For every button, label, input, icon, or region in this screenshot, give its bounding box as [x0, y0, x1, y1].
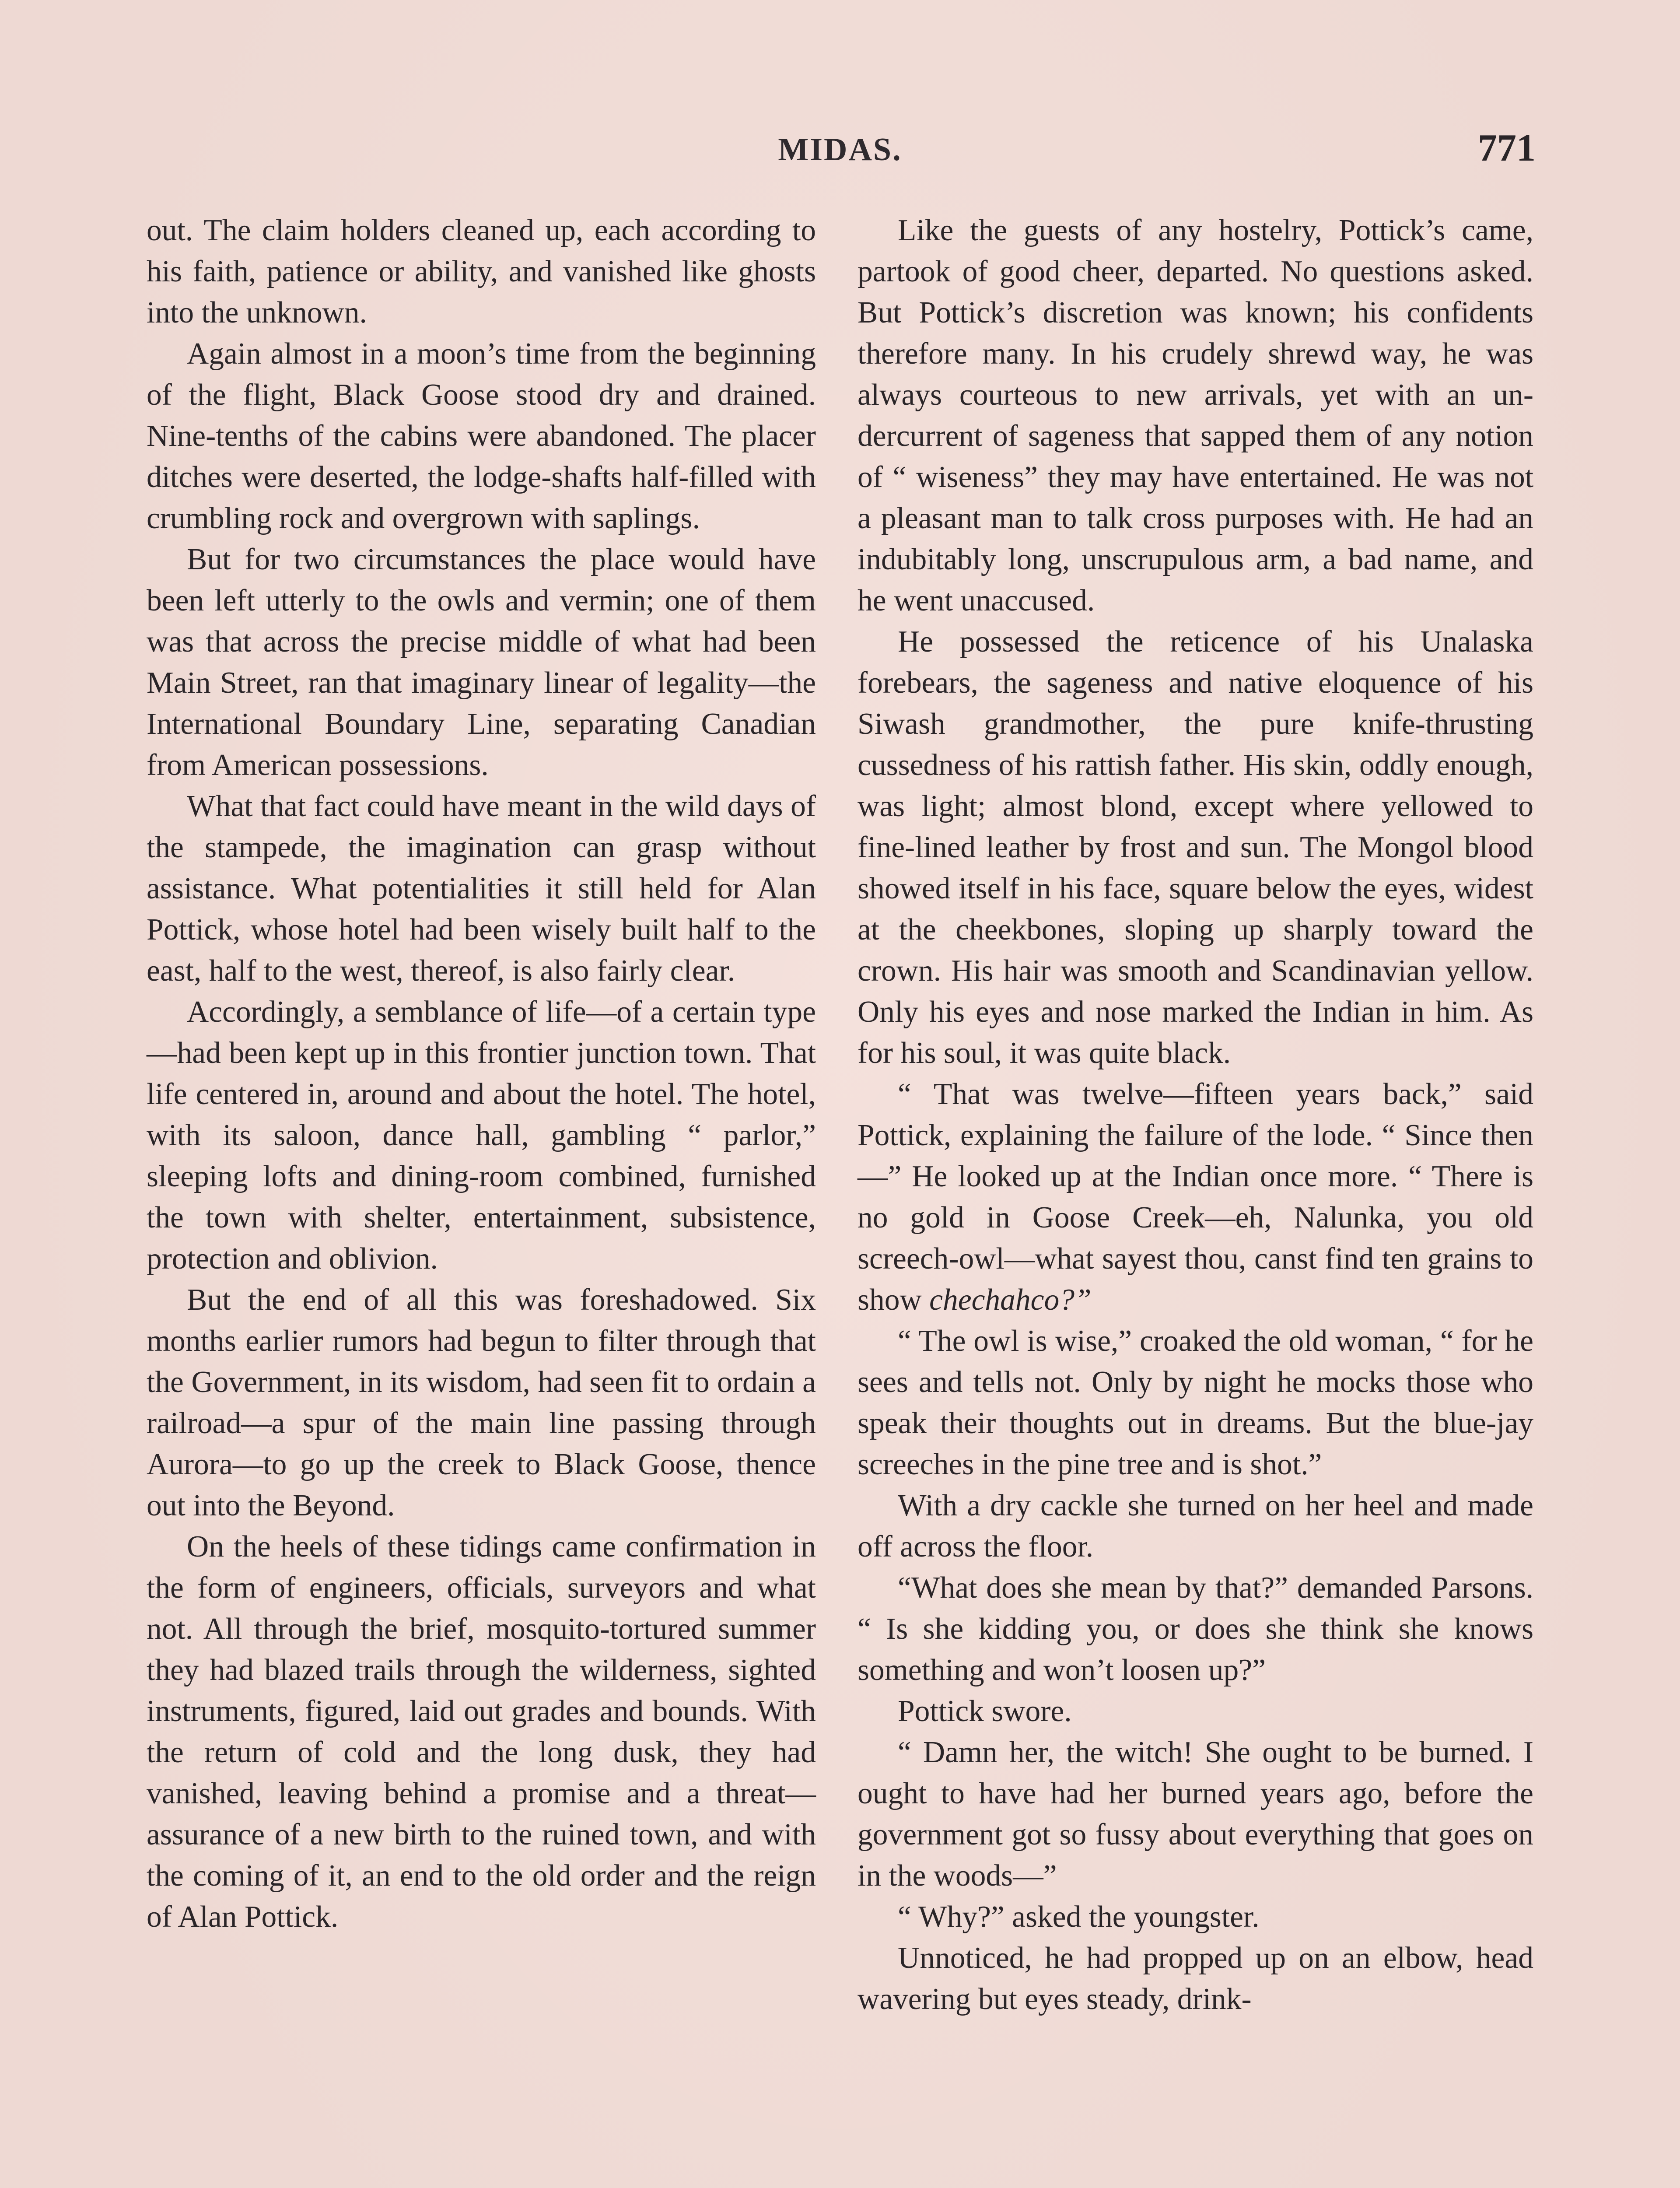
paragraph: Pottick swore. [898, 1694, 1072, 1728]
left-column [147, 210, 816, 1938]
paragraph: Like the guests of any hostelry, Pottick’s came, partook of good cheer, departed. No questions asked. But Pottick’s discretion was known; his confidents therefore many. In his crudely shrewd way, he was always courteous to new arrivals, yet with an undercurrent of sageness that sapped them of any notion of “ wiseness” they may have entertained. He was not a pleasant man to talk cross purposes with. He had an indubitably long, unscrupulous arm, a bad name, and he went unaccused. [858, 214, 1533, 617]
paragraph: “What does she mean by that?” demanded Parsons. “ Is she kidding you, or does she think she knows something and won’t loosen up?” [858, 1571, 1533, 1687]
paragraph: But the end of all this was foreshadowed. Six months earlier rumors had begun to filter through that the Government, in its wisdom, had seen fit to ordain a railroad—a spur of the main line passing through Aurora—to go up the creek to Black Goose, thence out into the Beyond. [147, 1283, 816, 1522]
page-number: 771 [1478, 127, 1536, 169]
paragraph: On the heels of these tidings came confirmation in the form of engineers, officials, surveyors and what not. All through the brief, mosquito-tortured summer they had blazed trails through the wilderness, sighted instruments, figured, laid out grades and bounds. With the return of cold and the long dusk, they had vanished, leaving behind a promise and a threat—assurance of a new birth to the ruined town, and with the coming of it, an end to the old order and the reign of Alan Pottick. [147, 1530, 816, 1934]
paragraph: Unnoticed, he had propped up on an elbow, head wavering but eyes steady, drink- [858, 1941, 1533, 2016]
paragraph: But for two circumstances the place would have been left utterly to the owls and vermin; one of them was that across the precise middle of what had been Main Street, ran that imaginary linear of legality—the International Boundary Line, separating Canadian from American possessions. [147, 543, 816, 782]
paragraph: out. The claim holders cleaned up, each according to his faith, patience or ability, and vanished like ghosts into the unknown. [147, 214, 816, 330]
paragraph: “ The owl is wise,” croaked the old woman, “ for he sees and tells not. Only by night he mocks those who speak their thoughts out in dreams. But the blue-jay screeches in the pine tree and is shot.” [858, 1324, 1533, 1481]
italic-word: chechahco?” [929, 1283, 1092, 1317]
right-column [858, 210, 1533, 2020]
paragraph: He possessed the reticence of his Unalaska forebears, the sageness and native eloquence of his Siwash grandmother, the pure knife-thrusting cussedness of his rattish father. His skin, oddly enough, was light; almost blond, except where yellowed to fine-lined leather by frost and sun. The Mongol blood showed itself in his face, square below the eyes, widest at the cheekbones, sloping up sharply toward the crown. His hair was smooth and Scandinavian yellow. Only his eyes and nose marked the Indian in him. As for his soul, it was quite black. [858, 625, 1533, 1070]
paragraph-text: “ That was twelve—fifteen years back,” said Pottick, explaining the failure of the lode. “ Since then—” He looked up at the Indian once more. “ There is no gold in Goose Creek—eh, Nalunka, you old screech-owl—what sayest thou, canst find ten grains to show [858, 1077, 1533, 1317]
paragraph [858, 1074, 1533, 1321]
paragraph: Again almost in a moon’s time from the beginning of the flight, Black Goose stood dry and drained. Nine-tenths of the cabins were abandoned. The placer ditches were deserted, the lodge-shafts half-filled with crumbling rock and overgrown with saplings. [147, 337, 816, 535]
paragraph: With a dry cackle she turned on her heel and made off across the floor. [858, 1489, 1533, 1564]
paragraph: Accordingly, a semblance of life—of a certain type—had been kept up in this frontier junction town. That life centered in, around and about the hotel. The hotel, with its saloon, dance hall, gambling “ parlor,” sleeping lofts and dining-room combined, furnished the town with shelter, entertainment, subsistence, protection and oblivion. [147, 995, 816, 1276]
running-title: MIDAS. [778, 132, 902, 168]
paragraph: What that fact could have meant in the wild days of the stampede, the imagination can grasp without assistance. What potentialities it still held for Alan Pottick, whose hotel had been wisely built half to the east, half to the west, thereof, is also fairly clear. [147, 789, 816, 988]
paragraph: “ Why?” asked the youngster. [898, 1900, 1260, 1934]
paragraph: “ Damn her, the witch! She ought to be burned. I ought to have had her burned years ago, before the government got so fussy about everything that goes on in the woods—” [858, 1736, 1533, 1893]
